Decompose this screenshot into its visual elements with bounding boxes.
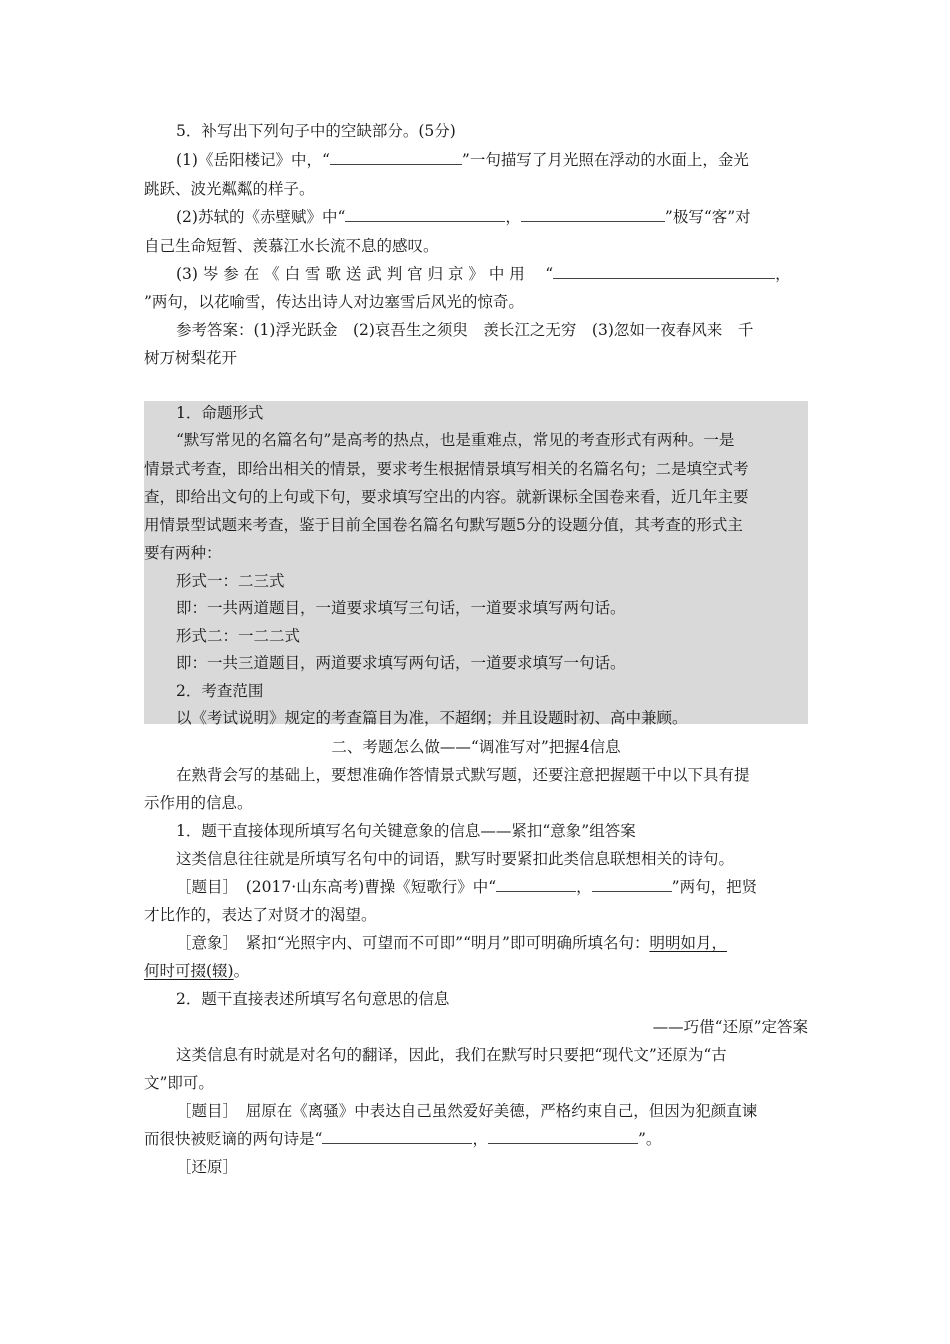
answer-underlined: 何时可掇(辍) xyxy=(144,962,234,980)
answer-blank xyxy=(330,150,462,165)
q5-item2: (2)苏轼的《赤壁赋》中“ ， ”极写“客”对 xyxy=(176,208,751,226)
answer-blank xyxy=(553,264,775,279)
q5-title: 5．补写出下列句子中的空缺部分。(5分) xyxy=(176,122,456,140)
q5-item3-cont: ”两句，以花喻雪，传达出诗人对边塞雪后风光的惊奇。 xyxy=(144,293,524,311)
box-paragraph-line: 用情景型试题来考查，鉴于目前全国卷名篇名句默写题5分的设题分值，其考查的形式主 xyxy=(144,516,743,534)
answer-blank xyxy=(496,877,576,892)
q5-item1-cont: 跳跃、波光粼粼的样子。 xyxy=(144,180,315,198)
subsection-2-question-cont: 而很快被贬谪的两句诗是“ ， ”。 xyxy=(144,1130,662,1148)
q5-answer-cont: 树万树梨花开 xyxy=(144,349,238,367)
subsection-1-imagery: ［意象］ 紧扣“光照宇内、可望而不可即”“明月”即可明确所填名句：明明如月， xyxy=(176,934,727,952)
subsection-2-desc: 这类信息有时就是对名句的翻译，因此，我们在默写时只要把“现代文”还原为“古 xyxy=(176,1046,727,1064)
answer-blank xyxy=(592,877,672,892)
box-heading-2: 2．考查范围 xyxy=(176,682,264,700)
answer-blank xyxy=(322,1129,472,1144)
format-one-desc: 即：一共两道题目，一道要求填写三句话，一道要求填写两句话。 xyxy=(176,599,626,617)
q5-item2-cont: 自己生命短暂、羡慕江水长流不息的感叹。 xyxy=(144,237,439,255)
subsection-1-question: ［题目］ (2017·山东高考)曹操《短歌行》中“ ， ”两句，把贤 xyxy=(176,878,758,896)
subsection-1-question-cont: 才比作的，表达了对贤才的渴望。 xyxy=(144,906,377,924)
box-paragraph-2: 以《考试说明》规定的考查篇目为准，不超纲；并且设题时初、高中兼顾。 xyxy=(176,709,688,727)
subsection-2-restore-label: ［还原］ xyxy=(176,1158,239,1176)
subsection-2-desc-cont: 文”即可。 xyxy=(144,1074,214,1092)
format-two-title: 形式二：一二二式 xyxy=(176,627,301,645)
box-paragraph-line: 查，即给出文句的上句或下句，要求填写空出的内容。就新课标全国卷来看，近几年主要 xyxy=(144,488,749,506)
box-heading-1: 1．命题形式 xyxy=(176,404,264,422)
section-title: 二、考题怎么做——“调准写对”把握4信息 xyxy=(331,738,621,756)
intro-line: 示作用的信息。 xyxy=(144,794,253,812)
subsection-1-imagery-cont: 何时可掇(辍)。 xyxy=(144,962,250,980)
subsection-1-title: 1．题干直接体现所填写名句关键意象的信息——紧扣“意象”组答案 xyxy=(176,822,636,840)
subsection-2-subtitle: ——巧借“还原”定答案 xyxy=(652,1018,808,1036)
format-two-desc: 即：一共三道题目，两道要求填写两句话，一道要求填写一句话。 xyxy=(176,654,626,672)
answer-blank xyxy=(488,1129,638,1144)
intro-line: 在熟背会写的基础上，要想准确作答情景式默写题，还要注意把握题干中以下具有提 xyxy=(176,766,750,784)
box-paragraph-line: 要有两种： xyxy=(144,544,222,562)
q5-item1: (1)《岳阳楼记》中，“ ”一句描写了月光照在浮动的水面上，金光 xyxy=(176,151,749,169)
subsection-1-desc: 这类信息往往就是所填写名句中的词语，默写时要紧扣此类信息联想相关的诗句。 xyxy=(176,850,735,868)
q5-answer: 参考答案：(1)浮光跃金 (2)哀吾生之须臾 羡长江之无穷 (3)忽如一夜春风来 千 xyxy=(176,321,754,339)
q5-item3: (3) 岑 参 在 《 白 雪 歌 送 武 判 官 归 京 》 中 用 “ ， xyxy=(176,265,791,283)
box-paragraph-line: “默写常见的名篇名句”是高考的热点，也是重难点，常见的考查形式有两种。一是 xyxy=(176,431,735,449)
answer-blank xyxy=(521,207,665,222)
format-one-title: 形式一：二三式 xyxy=(176,572,285,590)
subsection-2-question: ［题目］ 屈原在《离骚》中表达自己虽然爱好美德，严格约束自己，但因为犯颜直谏 xyxy=(176,1102,758,1120)
subsection-2-title: 2．题干直接表述所填写名句意思的信息 xyxy=(176,990,450,1008)
box-paragraph-line: 情景式考查，即给出相关的情景，要求考生根据情景填写相关的名篇名句；二是填空式考 xyxy=(144,460,749,478)
answer-blank xyxy=(345,207,505,222)
answer-underlined: 明明如月， xyxy=(649,934,727,952)
